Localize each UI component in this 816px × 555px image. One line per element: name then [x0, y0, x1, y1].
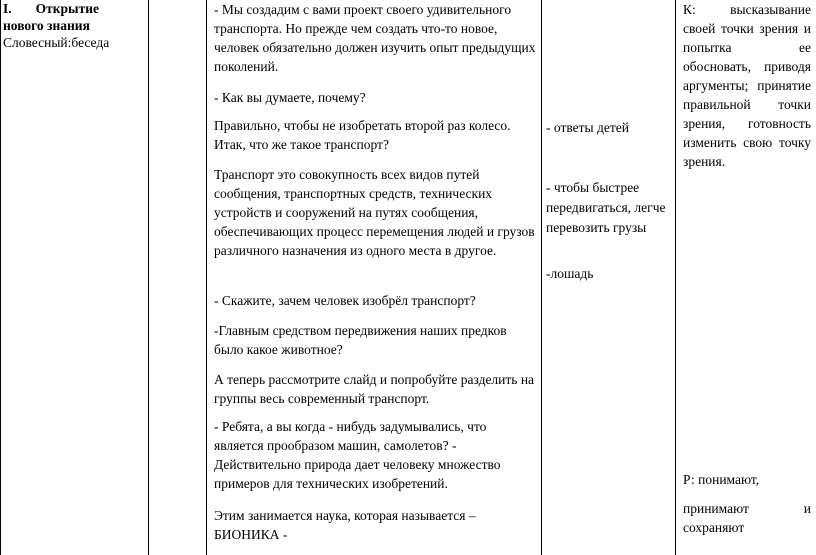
teacher-paragraph: Этим занимается наука, которая называется – БИОНИКА -: [214, 508, 476, 542]
teacher-paragraph: Транспорт это совокупность всех видов путей сообщения, транспортных средств, технических устройств и сооружений на путях сообщения, обеспечивающих процесс перемещения людей и грузов различного назначения из одного места в другое.: [214, 167, 535, 258]
table-border-left: [0, 0, 1, 555]
table-border-1: [148, 0, 149, 555]
student-activity-column: [546, 0, 666, 555]
table-border-2: [206, 0, 207, 555]
uud-regulative-1: Р: понимают,: [683, 472, 760, 487]
teacher-paragraph: - Скажите, зачем человек изобрёл транспорт?: [214, 293, 476, 308]
teacher-paragraph: - Ребята, а вы когда - нибудь задумывались, что является прообразом машин, самолетов? - Действительно природа дает человеку множество примеров для технических изобретений.: [214, 419, 501, 491]
table-border-3: [541, 0, 542, 555]
uud-communicative: К: высказывание своей точки зрения и попытка ее обосновать, приводя аргументы; принятие правильной точки зрения, готовность изменить свою точку зрения.: [683, 2, 811, 169]
teacher-paragraph: Правильно, чтобы не изобретать второй раз колесо. Итак, что же такое транспорт?: [214, 118, 511, 152]
teacher-activity-column: [214, 0, 538, 555]
stage-title-word: Открытие: [35, 1, 100, 16]
teacher-paragraph: - Мы создадим с вами проект своего удивительного транспорта. Но прежде чем создать что-то новое, человек обязательно должен изучить опыт предыдущих поколений.: [214, 2, 536, 74]
stage-number: I.: [3, 1, 12, 16]
student-answer: -лошадь: [546, 266, 594, 281]
stage-title-rest: нового знания: [3, 18, 90, 33]
uud-regulative-2: принимают и сохраняют: [683, 501, 811, 535]
student-answer: - чтобы быстрее передвигаться, легче перевозить грузы: [546, 180, 666, 235]
teacher-paragraph: - Как вы думаете, почему?: [214, 90, 366, 105]
table-border-4: [675, 0, 676, 555]
teacher-paragraph: -Главным средством передвижения наших предков было какое животное?: [214, 323, 507, 357]
uud-column: [683, 0, 811, 555]
student-answer: - ответы детей: [546, 120, 629, 135]
stage-method: Словесный:беседа: [3, 35, 110, 50]
stage-column: [3, 0, 143, 51]
stage-title: [3, 0, 143, 17]
teacher-paragraph: А теперь рассмотрите слайд и попробуйте разделить на группы весь современный транспорт.: [214, 372, 535, 406]
